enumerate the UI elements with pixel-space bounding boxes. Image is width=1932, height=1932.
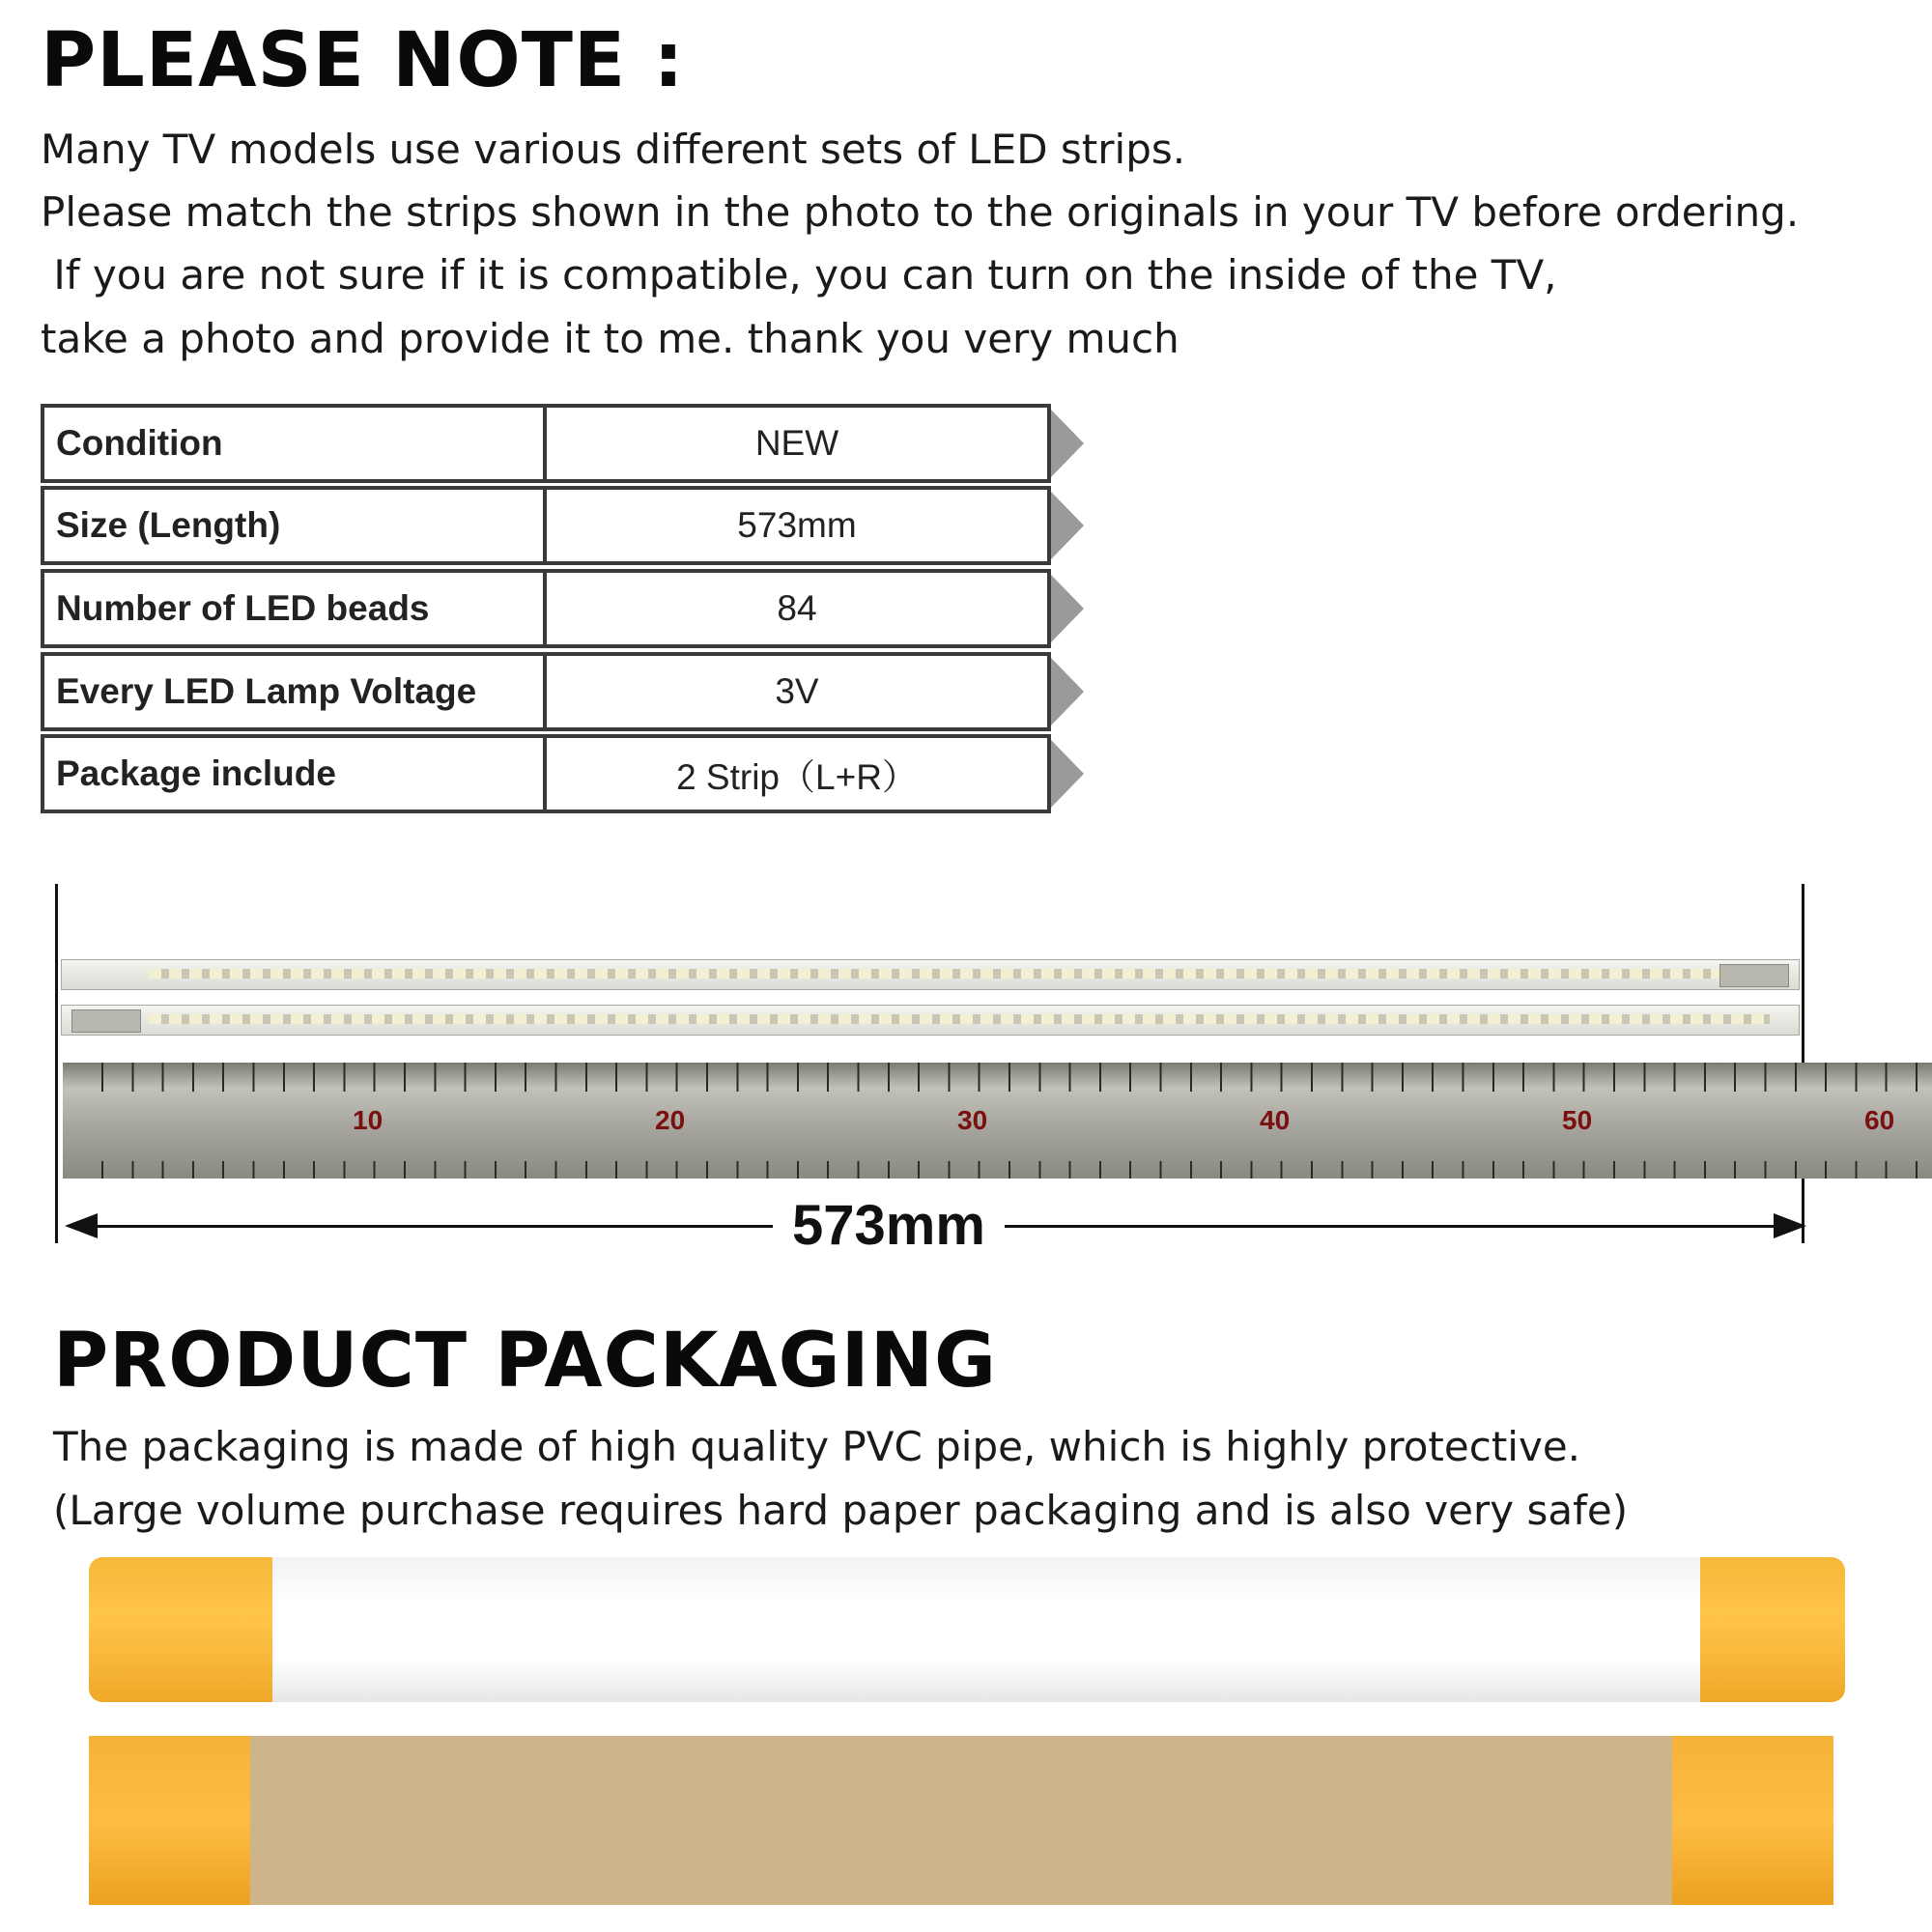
spec-value: NEW (543, 404, 1051, 483)
pvc-tube-photo (89, 1557, 1845, 1702)
ruler-label: 20 (655, 1105, 686, 1135)
spec-row-condition (41, 404, 1086, 483)
arrow-icon (1051, 658, 1084, 725)
spec-label: Package include (41, 734, 547, 813)
spec-label: Size (Length) (41, 486, 547, 565)
packaging-title: PRODUCT PACKAGING (53, 1318, 997, 1405)
note-line-1: Many TV models use various different sets of LED strips. (41, 126, 1186, 173)
length-label: 573mm (792, 1194, 985, 1257)
spec-row-voltage (41, 652, 1086, 731)
ruler-ticks-bottom (101, 1161, 1932, 1179)
tape-end-left (89, 1736, 250, 1905)
spec-value: 573mm (543, 486, 1051, 565)
note-line-3: If you are not sure if it is compatible, you can turn on the inside of the TV, (41, 251, 1557, 298)
packaging-line-1: The packaging is made of high quality PVC pipe, which is highly protective. (53, 1423, 1581, 1470)
tape-end-right (1672, 1736, 1833, 1905)
ruler-label: 60 (1864, 1105, 1895, 1135)
led-beads (149, 1014, 1770, 1024)
arrow-icon (1051, 740, 1084, 808)
spec-label: Number of LED beads (41, 569, 547, 648)
dimension-mark-left (55, 884, 58, 1243)
spec-value: 3V (543, 652, 1051, 731)
spec-value: 84 (543, 569, 1051, 648)
spec-value: 2 Strip（L+R） (543, 734, 1051, 813)
ruler-label: 10 (353, 1105, 384, 1135)
note-line-4: take a photo and provide it to me. thank you very much (41, 315, 1179, 362)
ruler (63, 1063, 1932, 1179)
arrow-icon (1051, 575, 1084, 642)
ruler-label: 30 (957, 1105, 988, 1135)
ruler-label: 50 (1562, 1105, 1593, 1135)
cardboard-box-photo (89, 1736, 1833, 1905)
note-title: PLEASE NOTE : (41, 17, 685, 104)
spec-row-size (41, 486, 1086, 565)
led-strip-left (61, 959, 1800, 990)
ruler-label: 40 (1260, 1105, 1291, 1135)
strip-connector (71, 1009, 141, 1033)
arrow-icon (1051, 410, 1084, 477)
tape-end-right (1700, 1557, 1845, 1702)
led-beads (149, 969, 1770, 979)
ruler-ticks-top (101, 1063, 1932, 1092)
note-line-2: Please match the strips shown in the photo to the originals in your TV before ordering. (41, 188, 1800, 236)
spec-label: Every LED Lamp Voltage (41, 652, 547, 731)
arrow-icon (1051, 492, 1084, 559)
arrow-right-icon (1774, 1213, 1806, 1238)
spec-row-led-beads (41, 569, 1086, 648)
packaging-line-2: (Large volume purchase requires hard paper packaging and is also very safe) (53, 1487, 1629, 1534)
strip-connector (1719, 964, 1789, 987)
led-strip-right (61, 1005, 1800, 1036)
tape-end-left (89, 1557, 272, 1702)
spec-label: Condition (41, 404, 547, 483)
spec-row-package (41, 734, 1086, 813)
